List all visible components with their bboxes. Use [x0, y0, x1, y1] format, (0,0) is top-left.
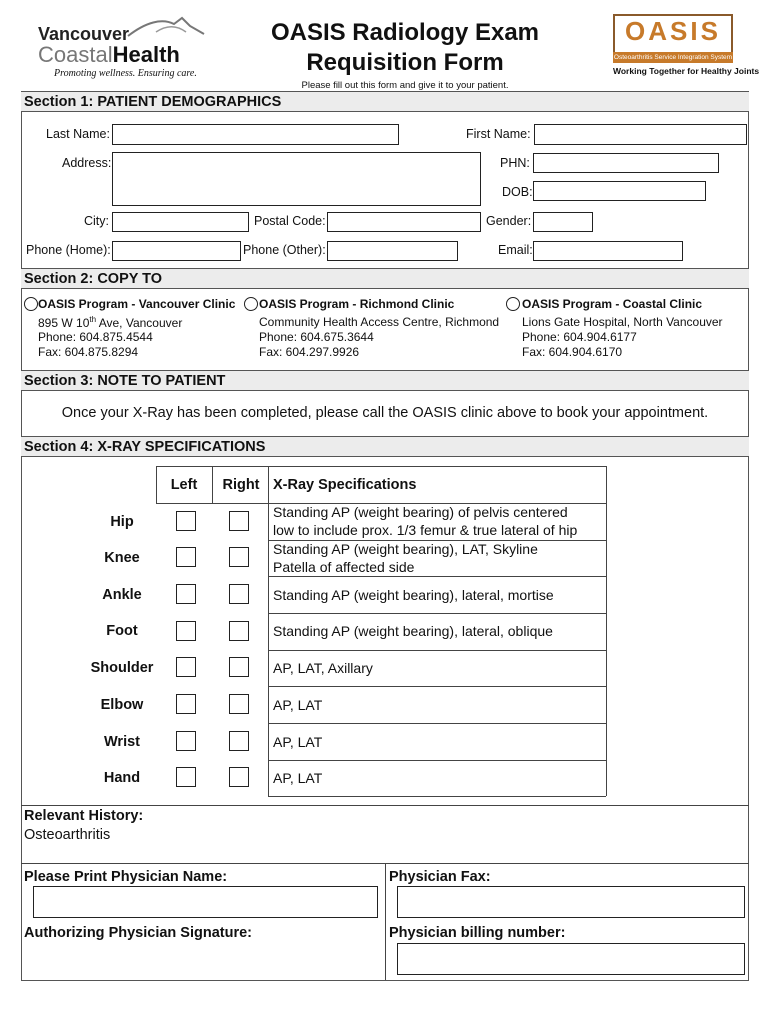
- col-left-header: Left: [170, 477, 198, 493]
- wrist-spec: AP, LAT: [273, 734, 323, 750]
- part-label-knee: Knee: [104, 550, 140, 566]
- part-label-shoulder: Shoulder: [90, 660, 154, 676]
- vch-logo-line2: [38, 42, 180, 68]
- clinic-coastal-address: Lions Gate Hospital, North Vancouver: [522, 315, 723, 329]
- ankle-right-checkbox[interactable]: [229, 584, 249, 604]
- gender-label: Gender:: [486, 214, 532, 228]
- xray-table-bottom: [268, 796, 606, 797]
- clinic-vancouver-name: OASIS Program - Vancouver Clinic: [38, 297, 236, 311]
- part-label-hip: Hip: [110, 514, 134, 530]
- mountain-logo-icon: [126, 14, 206, 42]
- part-label-hand: Hand: [103, 770, 141, 786]
- title-line1: OASIS Radiology Exam: [270, 19, 540, 46]
- address-label: Address:: [62, 156, 112, 170]
- vch-logo-line1: Vancouver: [38, 24, 130, 44]
- form-subtitle: Please fill out this form and give it to your patient.: [301, 80, 509, 91]
- part-label-elbow: Elbow: [100, 697, 144, 713]
- row-divider: [268, 686, 606, 687]
- clinic-richmond-address: Community Health Access Centre, Richmond: [259, 315, 500, 329]
- vch-logo: [38, 14, 208, 80]
- vch-tagline: Promoting wellness. Ensuring care.: [54, 68, 197, 79]
- clinic-coastal-phone: Phone: 604.904.6177: [522, 330, 637, 344]
- phn-input[interactable]: [533, 153, 719, 173]
- phone-other-label: Phone (Other):: [243, 243, 326, 257]
- phone-other-input[interactable]: [327, 241, 458, 261]
- col-right-header: Right: [222, 477, 260, 493]
- col-spec-header: X-Ray Specifications: [273, 477, 417, 493]
- physician-col-divider: [385, 863, 386, 980]
- email-input[interactable]: [533, 241, 683, 261]
- elbow-left-checkbox[interactable]: [176, 694, 196, 714]
- knee-right-checkbox[interactable]: [229, 547, 249, 567]
- physician-name-input[interactable]: [33, 886, 378, 918]
- phone-home-label: Phone (Home):: [26, 243, 111, 257]
- section1-header: Section 1: PATIENT DEMOGRAPHICS: [21, 91, 749, 112]
- postal-code-input[interactable]: [327, 212, 481, 232]
- section4-bottom: [21, 805, 749, 806]
- knee-spec-line2: Patella of affected side: [273, 559, 415, 575]
- dob-input[interactable]: [533, 181, 706, 201]
- xray-table-spec-left: [268, 466, 269, 796]
- physician-billing-input[interactable]: [397, 943, 745, 975]
- knee-left-checkbox[interactable]: [176, 547, 196, 567]
- hand-left-checkbox[interactable]: [176, 767, 196, 787]
- clinic-richmond-fax: Fax: 604.297.9926: [259, 345, 360, 359]
- dob-label: DOB:: [502, 185, 533, 199]
- clinic-coastal-name: OASIS Program - Coastal Clinic: [522, 297, 703, 311]
- foot-left-checkbox[interactable]: [176, 621, 196, 641]
- part-label-ankle: Ankle: [102, 587, 142, 603]
- phn-label: PHN:: [500, 156, 530, 170]
- last-name-input[interactable]: [112, 124, 399, 145]
- form-title: [230, 18, 580, 78]
- oasis-logo-band: Osteoarthritis Service Integration System: [613, 54, 733, 61]
- ankle-spec: Standing AP (weight bearing), lateral, mortise: [273, 587, 554, 603]
- hip-right-checkbox[interactable]: [229, 511, 249, 531]
- title-line2: Requisition Form: [306, 49, 504, 76]
- xray-table-right: [606, 466, 607, 796]
- elbow-spec: AP, LAT: [273, 697, 323, 713]
- shoulder-left-checkbox[interactable]: [176, 657, 196, 677]
- knee-spec-line1: Standing AP (weight bearing), LAT, Skyline: [273, 541, 538, 557]
- email-label: Email:: [498, 243, 533, 257]
- physician-fax-label: Physician Fax:: [389, 869, 491, 885]
- wrist-left-checkbox[interactable]: [176, 731, 196, 751]
- row-divider: [268, 760, 606, 761]
- clinic-vancouver-address: [38, 315, 182, 330]
- wrist-right-checkbox[interactable]: [229, 731, 249, 751]
- section2-header: Section 2: COPY TO: [21, 268, 749, 289]
- hip-left-checkbox[interactable]: [176, 511, 196, 531]
- physician-name-label: Please Print Physician Name:: [24, 869, 228, 885]
- last-name-label: Last Name:: [46, 127, 110, 141]
- physician-fax-input[interactable]: [397, 886, 745, 918]
- clinic-vancouver-radio[interactable]: [24, 297, 38, 311]
- oasis-logo: [613, 14, 760, 80]
- clinic-vancouver-address-prefix: 895 W 10: [38, 316, 90, 330]
- section3-header: Section 3: NOTE TO PATIENT: [21, 370, 749, 391]
- clinic-vancouver-phone: Phone: 604.875.4544: [38, 330, 153, 344]
- clinic-vancouver-address-sup: th: [89, 315, 97, 324]
- clinic-richmond-phone: Phone: 604.675.3644: [259, 330, 374, 344]
- history-label: Relevant History:: [24, 808, 144, 824]
- clinic-coastal-fax: Fax: 604.904.6170: [522, 345, 623, 359]
- postal-code-label: Postal Code:: [254, 214, 326, 228]
- clinic-vancouver-fax: Fax: 604.875.8294: [38, 345, 139, 359]
- hip-spec-line1: Standing AP (weight bearing) of pelvis centered: [273, 504, 568, 520]
- xray-table-top: [156, 466, 606, 467]
- hand-right-checkbox[interactable]: [229, 767, 249, 787]
- address-input[interactable]: [112, 152, 481, 206]
- knee-spec: [273, 540, 538, 576]
- hip-spec: [273, 503, 577, 539]
- hip-spec-line2: low to include prox. 1/3 femur & true lateral of hip: [273, 522, 578, 538]
- clinic-richmond-radio[interactable]: [244, 297, 258, 311]
- vch-logo-coastal: Coastal: [38, 42, 113, 67]
- oasis-logo-text: OASIS: [625, 16, 721, 46]
- city-label: City:: [84, 214, 109, 228]
- first-name-input[interactable]: [534, 124, 747, 145]
- foot-spec: Standing AP (weight bearing), lateral, oblique: [273, 623, 553, 639]
- history-value[interactable]: Osteoarthritis: [24, 827, 111, 843]
- phone-home-input[interactable]: [112, 241, 241, 261]
- first-name-label: First Name:: [466, 127, 531, 141]
- hand-spec: AP, LAT: [273, 770, 323, 786]
- section4-header: Section 4: X-RAY SPECIFICATIONS: [21, 436, 749, 457]
- shoulder-spec: AP, LAT, Axillary: [273, 660, 373, 676]
- gender-input[interactable]: [533, 212, 593, 232]
- part-label-foot: Foot: [106, 623, 138, 639]
- physician-signature-label: Authorizing Physician Signature:: [24, 925, 252, 941]
- city-input[interactable]: [112, 212, 249, 232]
- physician-billing-label: Physician billing number:: [389, 925, 566, 941]
- shoulder-right-checkbox[interactable]: [229, 657, 249, 677]
- clinic-vancouver-address-suffix: Ave, Vancouver: [96, 316, 183, 330]
- clinic-coastal-radio[interactable]: [506, 297, 520, 311]
- oasis-logo-box: [613, 14, 733, 54]
- row-divider: [268, 650, 606, 651]
- ankle-left-checkbox[interactable]: [176, 584, 196, 604]
- part-label-wrist: Wrist: [104, 734, 140, 750]
- row-divider: [268, 613, 606, 614]
- row-divider: [268, 723, 606, 724]
- oasis-tagline: Working Together for Healthy Joints: [613, 66, 760, 76]
- foot-right-checkbox[interactable]: [229, 621, 249, 641]
- patient-note: Once your X-Ray has been completed, please call the OASIS clinic above to book your appointment.: [61, 405, 709, 421]
- vch-logo-health: Health: [112, 42, 180, 67]
- clinic-richmond-name: OASIS Program - Richmond Clinic: [259, 297, 455, 311]
- row-divider: [268, 576, 606, 577]
- elbow-right-checkbox[interactable]: [229, 694, 249, 714]
